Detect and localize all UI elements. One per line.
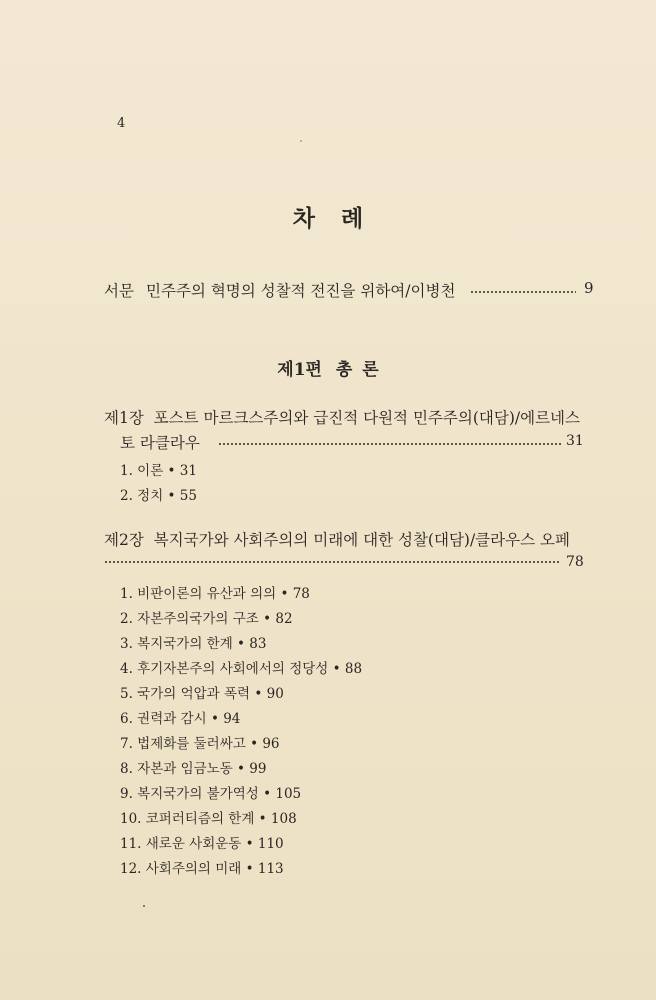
leader-dots	[470, 291, 576, 293]
page-title	[0, 200, 656, 233]
leader-dots	[104, 561, 560, 563]
leader-dots	[218, 443, 562, 445]
chapter2-section[interactable]: 8. 자본과 임금노동 • 99	[120, 761, 267, 777]
part-name-1: 총	[335, 360, 353, 380]
toc-entry-preface[interactable]	[104, 279, 594, 303]
chapter2-title: 복지국가와 사회주의의 미래에 대한 성찰(대담)/클라우스 오페	[153, 531, 570, 549]
page-number: 4	[117, 116, 126, 131]
part-name-2: 론	[362, 360, 379, 380]
preface-title: 민주주의 혁명의 성찰적 전진을 위하여/이병천	[146, 282, 456, 300]
chapter2-section[interactable]: 7. 법제화를 둘러싸고 • 96	[120, 736, 280, 752]
chapter2-section[interactable]: 12. 사회주의의 미래 • 113	[120, 861, 284, 877]
toc-entry-chapter1[interactable]	[104, 406, 580, 428]
part-label: 제1편	[277, 360, 322, 380]
paper-speck	[300, 140, 302, 142]
chapter2-section[interactable]: 10. 코퍼러티즘의 한계 • 108	[120, 811, 297, 827]
chapter1-section[interactable]: 1. 이론 • 31	[120, 463, 197, 479]
chapter1-section[interactable]: 2. 정치 • 55	[120, 488, 197, 504]
chapter1-page: 31	[566, 433, 584, 449]
chapter2-page: 78	[566, 554, 584, 570]
chapter2-section[interactable]: 3. 복지국가의 한계 • 83	[120, 636, 267, 652]
chapter1-label: 제1장	[104, 409, 144, 427]
chapter2-section[interactable]: 11. 새로운 사회운동 • 110	[120, 836, 284, 852]
chapter2-section[interactable]: 1. 비판이론의 유산과 의의 • 78	[120, 586, 310, 602]
title-char-2: 례	[341, 205, 364, 232]
preface-label: 서문	[104, 282, 134, 300]
chapter1-title-line1: 포스트 마르크스주의와 급진적 다원적 민주주의(대담)/에르네스	[153, 409, 580, 427]
title-char-1: 차	[292, 205, 315, 232]
chapter2-section[interactable]: 4. 후기자본주의 사회에서의 정당성 • 88	[120, 661, 363, 677]
chapter2-section[interactable]: 9. 복지국가의 불가역성 • 105	[120, 786, 302, 802]
preface-page: 9	[584, 279, 594, 297]
part-heading	[0, 355, 656, 380]
toc-entry-chapter2[interactable]	[104, 528, 570, 550]
chapter2-label: 제2장	[104, 531, 144, 549]
paper-speck	[143, 905, 145, 907]
chapter2-section[interactable]: 5. 국가의 억압과 폭력 • 90	[120, 686, 284, 702]
chapter1-title-line2: 토 라클라우	[120, 434, 200, 452]
chapter2-section[interactable]: 2. 자본주의국가의 구조 • 82	[120, 611, 293, 627]
chapter2-section[interactable]: 6. 권력과 감시 • 94	[120, 711, 241, 727]
